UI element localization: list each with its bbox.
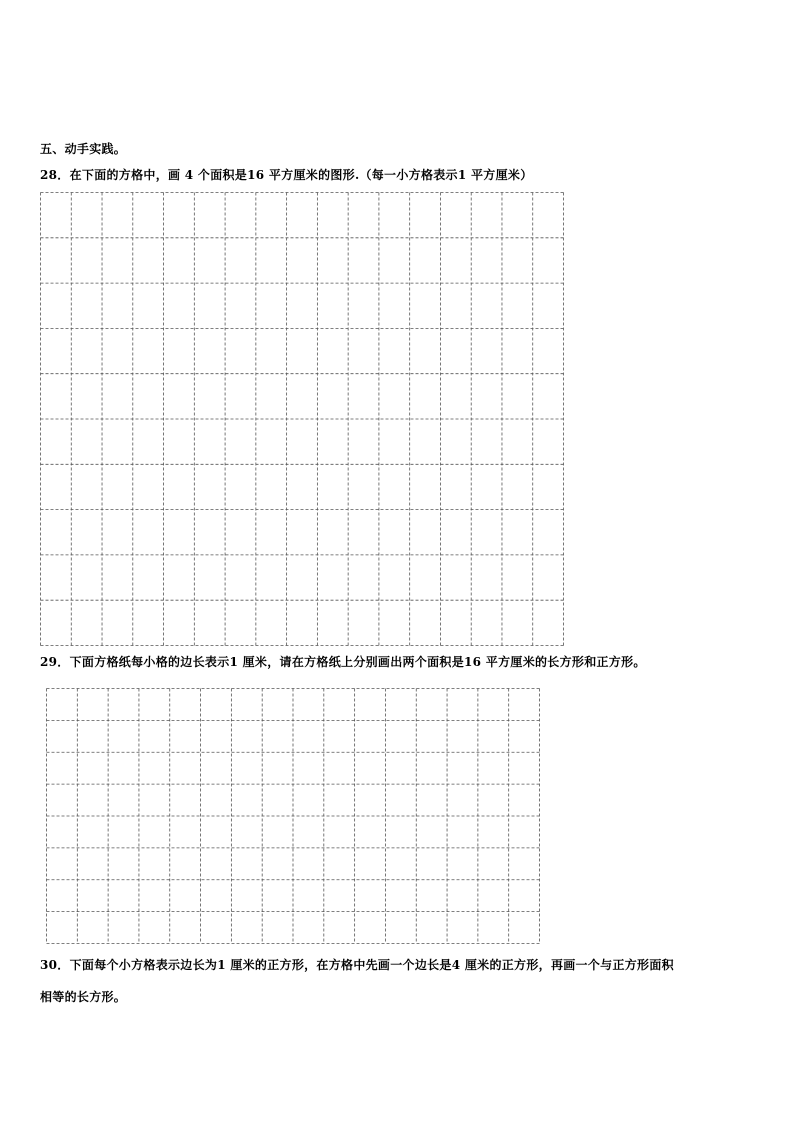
question-28-grid[interactable] — [40, 192, 564, 646]
question-29-text: 29．下面方格纸每小格的边长表示1 厘米，请在方格纸上分别画出两个面积是16 平方厘米的长方形和正方形。 — [40, 655, 646, 669]
section-title: 五、动手实践。 — [40, 142, 127, 156]
question-30-text-line-1: 30．下面每个小方格表示边长为1 厘米的正方形，在方格中先画一个边长是4 厘米的正方形，再画一个与正方形面积 — [40, 958, 674, 972]
question-30-text-line-2: 相等的长方形。 — [40, 990, 127, 1004]
question-29-grid[interactable] — [46, 688, 540, 944]
question-28-text: 28．在下面的方格中，画 4 个面积是16 平方厘米的图形.（每一小方格表示1 平方厘米） — [40, 168, 533, 182]
